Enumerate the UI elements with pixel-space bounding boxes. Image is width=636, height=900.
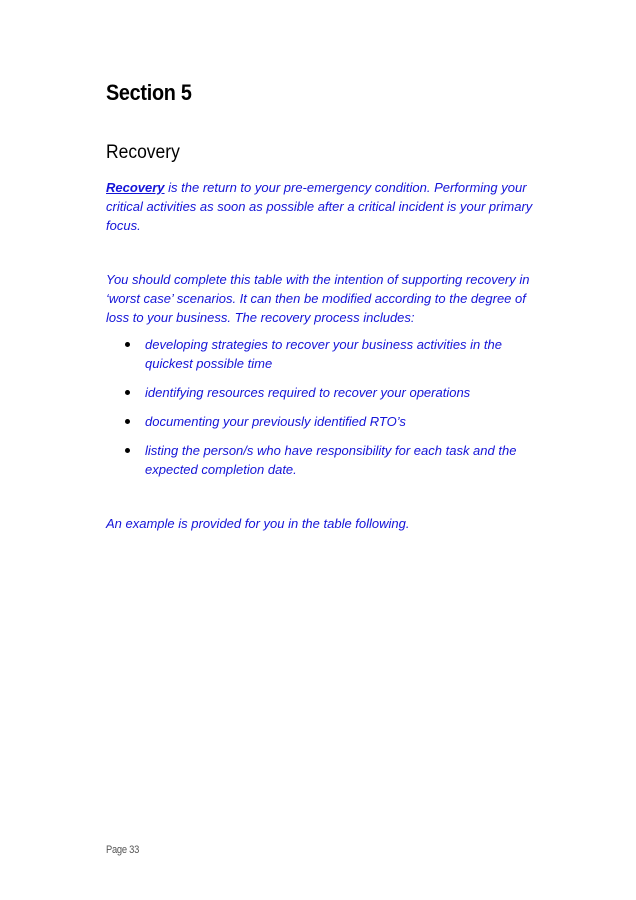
list-item <box>106 441 546 479</box>
list-item <box>106 383 546 402</box>
example-note: An example is provided for you in the table following. <box>106 516 410 531</box>
list-item-text: identifying resources required to recover your operations <box>145 385 471 400</box>
bullet-icon <box>125 419 130 424</box>
recovery-process-list <box>106 335 546 489</box>
page-number: Page 33 <box>106 844 140 856</box>
list-item <box>106 412 546 431</box>
list-item-text: developing strategies to recover your business activities in the quickest possible time <box>145 337 502 371</box>
list-item-text: listing the person/s who have responsibility for each task and the expected completion date. <box>145 443 517 477</box>
section-title: Section 5 <box>106 80 192 105</box>
subtitle-recovery: Recovery <box>106 142 180 163</box>
list-item-text: documenting your previously identified RTO’s <box>145 414 406 429</box>
intro-text: is the return to your pre-emergency condition. Performing your critical activities as soon as possible after a critical incident is your primary focus. <box>106 180 533 233</box>
bullet-icon <box>125 448 130 453</box>
intro-paragraph <box>106 178 546 235</box>
recovery-term: Recovery <box>106 180 165 195</box>
process-paragraph: You should complete this table with the intention of supporting recovery in ‘worst case’ scenarios. It can then be modified according to the degree of loss to your business. The recovery process includes: <box>106 272 530 325</box>
bullet-icon <box>125 342 130 347</box>
bullet-icon <box>125 390 130 395</box>
list-item <box>106 335 546 373</box>
